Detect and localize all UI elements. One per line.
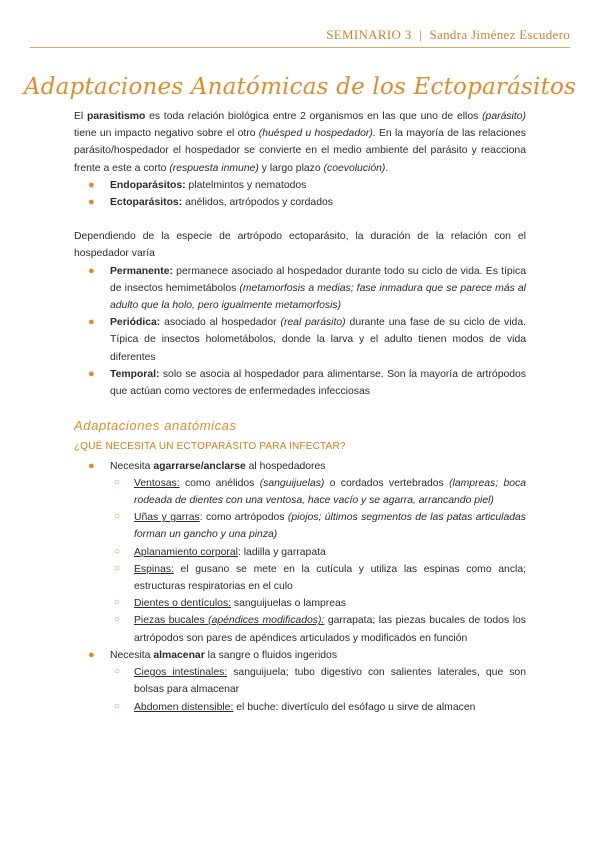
duration-list <box>74 263 526 401</box>
list-item: ● Endoparásitos: platelmintos y nematodos <box>74 177 526 194</box>
bullet-icon: ● <box>88 459 95 472</box>
circle-bullet-icon: ○ <box>114 562 121 574</box>
list-item: ○ Ventosas: como anélidos (sanguijuelas) o cordados vertebrados (lampreas; boca rodeada de dientes con una ventosa, hace vacío y se agarra, arrancando piel) <box>74 475 526 509</box>
bullet-icon: ● <box>88 316 95 329</box>
bullet-icon: ● <box>88 196 95 209</box>
list-item: ○ Abdomen distensible: el buche: divertículo del esófago u sirve de almacen <box>74 699 526 716</box>
needs-list-2 <box>74 647 526 664</box>
list-item: ● Permanente: permanece asociado al hospedador durante todo su ciclo de vida. Es típica de insectos hemimetábolos (metamorfosis a medias; fase inmadura que se parece más al adulto que la holo, pero igualmente metamorfosis) <box>88 264 526 312</box>
list-item: ○ Dientes o dentículos: sanguijuelas o lampreas <box>74 595 526 612</box>
circle-bullet-icon: ○ <box>114 476 121 488</box>
needs-list <box>74 458 526 475</box>
seminar-label: SEMINARIO 3 <box>326 27 412 42</box>
section-heading: Adaptaciones anatómicas <box>74 418 237 434</box>
list-item: ○ Piezas bucales (apéndices modificados): garrapata; las piezas bucales de todos los artrópodos son pares de apéndices articulados y modificados en función <box>74 612 526 646</box>
header-separator: | <box>419 27 422 42</box>
circle-bullet-icon: ○ <box>114 666 121 678</box>
parasite-types-list <box>74 177 526 211</box>
list-item: ● Periódica: asociado al hospedador (real parásito) durante una fase de su ciclo de vida. Típica de insectos holometábolos, donde la larva y el adulto tienen modos de vida diferentes <box>88 316 526 363</box>
author-name: Sandra Jiménez Escudero <box>429 27 570 42</box>
storage-sublist <box>74 664 526 716</box>
anchoring-sublist <box>74 475 526 647</box>
circle-bullet-icon: ○ <box>114 511 121 523</box>
bullet-icon: ● <box>88 648 95 661</box>
circle-bullet-icon: ○ <box>114 545 121 557</box>
document-title: Adaptaciones Anatómicas de los Ectoparásitos <box>23 74 577 100</box>
header-rule <box>30 47 570 48</box>
duration-paragraph: Dependiendo de la especie de artrópodo ectoparásito, la duración de la relación con el hospedador varía <box>74 231 526 260</box>
list-item: ● Necesita almacenar la sangre o fluidos ingeridos <box>74 647 526 664</box>
list-item: ○ Aplanamiento corporal: ladilla y garrapata <box>74 544 526 561</box>
bullet-icon: ● <box>88 178 95 191</box>
bullet-icon: ● <box>88 367 95 380</box>
list-item: ● Temporal: solo se asocia al hospedador para alimentarse. Son la mayoría de artrópodos que actúan como vectores de enfermedades infecciosas <box>88 367 526 398</box>
document-body <box>74 108 526 716</box>
circle-bullet-icon: ○ <box>114 700 121 712</box>
list-item: ● Necesita agarrarse/anclarse al hospedadores <box>74 458 526 475</box>
intro-paragraph: El parasitismo es toda relación biológica entre 2 organismos en las que uno de ellos (parásito) tiene un impacto negativo sobre el otro (huésped u hospedador). En la mayoría de las relaciones parásito/hospedador el hospedador se convierte en el medio ambiente del parásito y reacciona frente a este a corto (respuesta inmune) y largo plazo (coevolución). <box>74 111 526 174</box>
subheading: ¿QUÉ NECESITA UN ECTOPARÁSITO PARA INFECTAR? <box>74 441 346 453</box>
list-item: ○ Uñas y garras: como artrópodos (piojos; últimos segmentos de las patas articuladas forman un gancho y una pinza) <box>74 509 526 543</box>
list-item: ● Ectoparásitos: anélidos, artrópodos y cordados <box>74 194 526 211</box>
list-item: ○ Ciegos intestinales: sanguijuela; tubo digestivo con salientes laterales, que son bolsas para almacenar <box>74 664 526 698</box>
circle-bullet-icon: ○ <box>114 614 121 626</box>
page-header <box>326 27 570 43</box>
list-item: ○ Espinas: el gusano se mete en la cutícula y utiliza las espinas como ancla; estructuras respiratorias en el culo <box>74 561 526 595</box>
circle-bullet-icon: ○ <box>114 597 121 609</box>
bullet-icon: ● <box>88 264 95 277</box>
